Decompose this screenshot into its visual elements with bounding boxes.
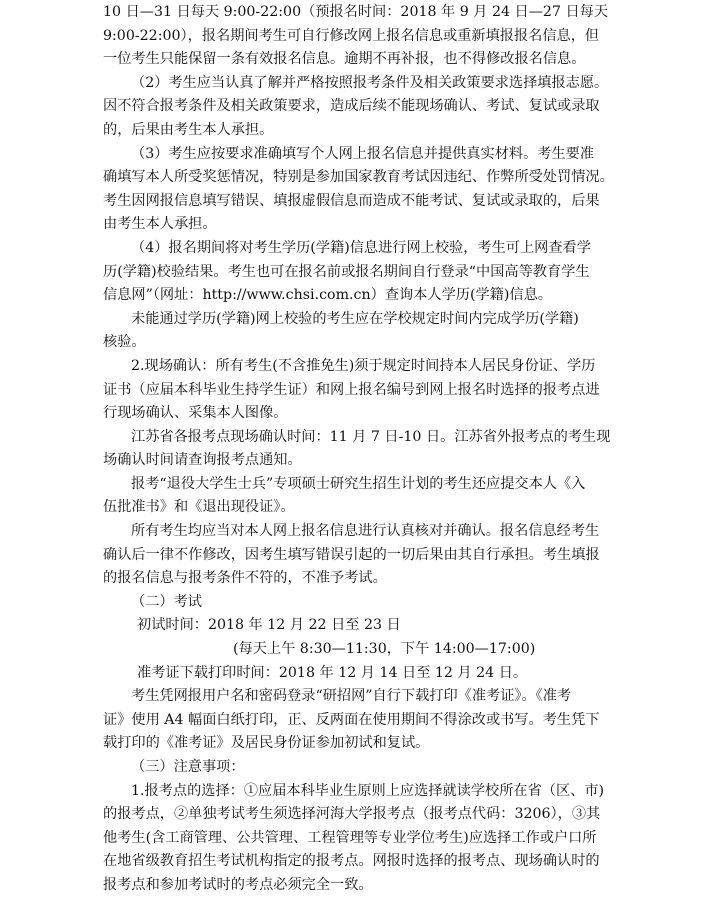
- text-line: 行现场确认、采集本人图像。: [103, 405, 288, 422]
- text-line: 1.报考点的选择：①应届本科毕业生原则上应选择就读学校所在省（区、市): [131, 782, 605, 799]
- text-line: 考生因网报信息填写错误、填报虚假信息而造成不能考试、复试或录取的，后果: [103, 192, 600, 209]
- text-line: 信息网”（网址：http://www.chsi.com.cn）查询本人学历(学籍)信息。: [103, 287, 552, 304]
- text-line: 场确认时间请查询报考点通知。: [103, 452, 302, 469]
- text-line: （3）考生应按要求准确填写个人网上报名信息并提供真实材料。考生要准: [131, 145, 595, 162]
- text-line: 的，后果由考生本人承担。: [103, 121, 274, 138]
- text-line: 由考生本人承担。: [103, 216, 217, 233]
- text-line: 报考点和参加考试时的考点必须完全一致。: [103, 876, 373, 893]
- text-line: 10 日—31 日每天 9:00-22:00（预报名时间：2018 年 9 月 24 日—27 日每天: [103, 4, 609, 20]
- text-line: （三）注意事项：: [131, 759, 245, 775]
- text-line: 证》使用 A4 幅面白纸打印，正、反两面在使用期间不得涂改或书写。考生凭下: [103, 711, 600, 728]
- text-line: 他考生(含工商管理、公共管理、工程管理等专业学位考生)应选择工作或户口所: [103, 829, 597, 846]
- text-line: 准考证下载打印时间：2018 年 12 月 14 日至 12 月 24 日。: [137, 664, 528, 681]
- text-line: 2.现场确认：所有考生(不含推免生)须于规定时间持本人居民身份证、学历: [131, 357, 596, 374]
- text-line: 考生凭网报用户名和密码登录“研招网”自行下载打印《准考证》。《准考: [131, 688, 572, 705]
- text-line: （4）报名期间将对考生学历(学籍)信息进行网上校验，考生可上网查看学: [131, 239, 591, 256]
- text-line: 一位考生只能保留一条有效报名信息。逾期不再补报，也不得修改报名信息。: [103, 51, 586, 68]
- text-line: 确认后一律不作修改，因考生填写错误引起的一切后果由其自行承担。考生填报: [103, 546, 600, 563]
- text-line: (每天上午 8:30—11:30，下午 14:00—17:00): [233, 641, 536, 658]
- text-line: 的报考点，②单独考试考生须选择河海大学报考点（报考点代码：3206），③其: [103, 806, 601, 823]
- text-line: 江苏省各报考点现场确认时间：11 月 7 日-10 日。江苏省外报考点的考生现: [131, 428, 611, 445]
- text-line: 证书（应届本科毕业生持学生证）和网上报名编号到网上报名时选择的报考点进: [103, 381, 600, 398]
- text-line: 9:00-22:00），报名期间考生可自行修改网上报名信息或重新填报报名信息，但: [103, 27, 600, 44]
- text-line: 核验。: [103, 334, 146, 351]
- text-line: 初试时间：2018 年 12 月 22 日至 23 日: [137, 617, 401, 634]
- text-line: 载打印的《准考证》及居民身份证参加初试和复试。: [103, 735, 430, 752]
- text-line: （二）考试: [131, 593, 202, 610]
- text-line: 的报名信息与报考条件不符的，不准予考试。: [103, 570, 387, 587]
- text-line: 因不符合报考条件及相关政策要求，造成后续不能现场确认、考试、复试或录取: [103, 98, 600, 115]
- text-line: 所有考生均应当对本人网上报名信息进行认真核对并确认。报名信息经考生: [131, 523, 600, 540]
- text-line: 确填写本人所受奖惩情况，特别是参加国家教育考试因违纪、作弊所受处罚情况。: [103, 169, 614, 186]
- text-line: 历(学籍)校验结果。考生也可在报名前或报名期间自行登录“中国高等教育学生: [103, 263, 590, 280]
- text-line: 报考“退役大学生士兵”专项硕士研究生招生计划的考生还应提交本人《入: [131, 475, 586, 492]
- text-line: 在地省级教育招生考试机构指定的报考点。网报时选择的报考点、现场确认时的: [103, 853, 600, 870]
- text-line: 伍批准书》和《退出现役证》。: [103, 499, 295, 516]
- text-line: 未能通过学历(学籍)网上校验的考生应在学校规定时间内完成学历(学籍): [131, 310, 579, 327]
- text-line: （2）考生应当认真了解并严格按照报考条件及相关政策要求选择填报志愿。: [131, 74, 609, 91]
